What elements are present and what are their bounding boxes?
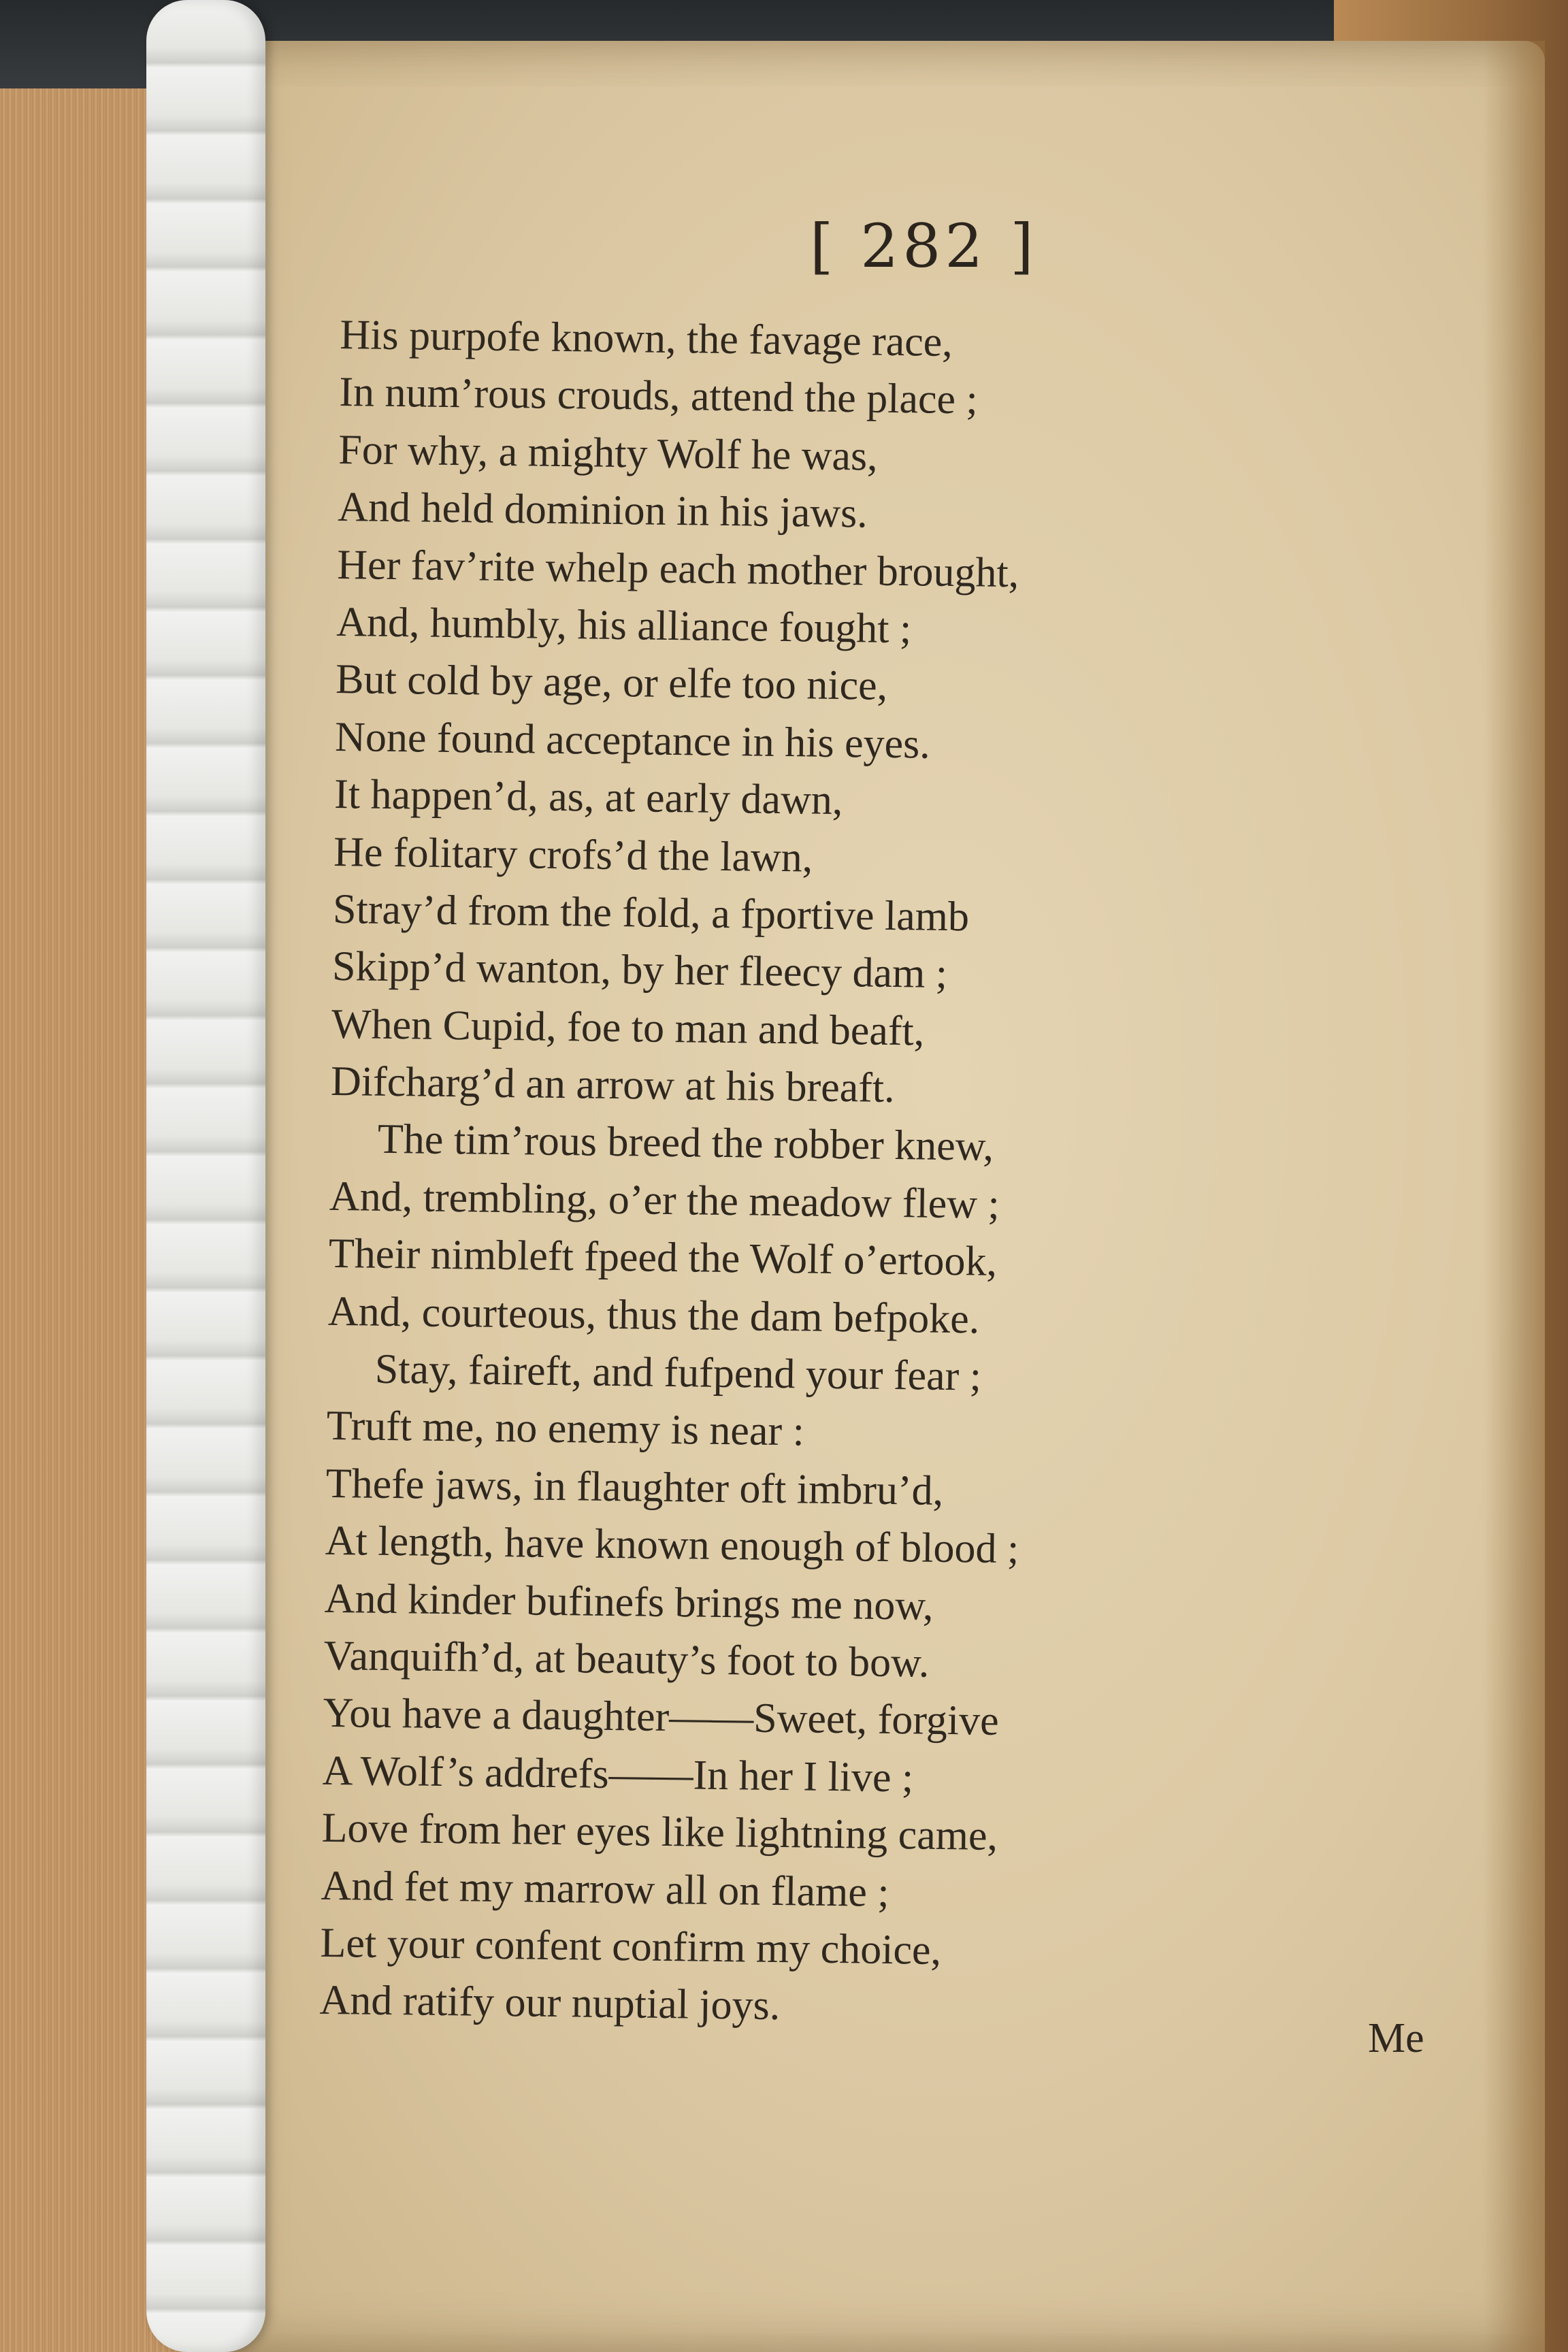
poem-line: None found acceptance in his eyes. xyxy=(334,713,931,768)
page-gutter-shadow xyxy=(1484,41,1545,2352)
poem-line: In num’rous crouds, attend the place ; xyxy=(339,369,979,423)
poem-line: And kinder bufinefs brings me now, xyxy=(324,1575,934,1629)
poem-line: At length, have known enough of blood ; xyxy=(325,1518,1019,1573)
poem-line: And, courteous, thus the dam befpoke. xyxy=(327,1288,980,1343)
poem-line: Stay, faireft, and fufpend your fear ; xyxy=(374,1345,982,1400)
poem-line: And, trembling, o’er the meadow flew ; xyxy=(329,1173,1000,1228)
poem-line: Her fav’rite whelp each mother brought, xyxy=(336,541,1019,596)
catchword: Me xyxy=(1368,2015,1424,2061)
page-number: [ 282 ] xyxy=(810,211,1038,281)
poem-line: Let your confent confirm my choice, xyxy=(320,1919,942,1974)
poem-line: He folitary crofs’d the lawn, xyxy=(333,828,813,881)
poem-line: His purpofe known, the favage race, xyxy=(340,311,953,365)
poem-line: Truft me, no enemy is near : xyxy=(326,1403,805,1455)
poem-line: And ratify our nuptial joys. xyxy=(319,1977,781,2029)
poem-line: Stray’d from the fold, a fportive lamb xyxy=(332,885,970,941)
poem-line: Love from her eyes like lightning came, xyxy=(321,1804,998,1860)
poem-line: For why, a mighty Wolf he was, xyxy=(338,426,879,480)
poem-line: And fet my marrow all on flame ; xyxy=(321,1862,890,1916)
poem-line: Difcharg’d an arrow at his breaft. xyxy=(330,1058,896,1112)
poem-text xyxy=(319,306,1211,2040)
poem-line: A Wolf’s addrefs——In her I live ; xyxy=(322,1747,914,1801)
poem-line: And held dominion in his jaws. xyxy=(337,484,868,537)
poem-line: You have a daughter——Sweet, forgive xyxy=(323,1690,1000,1745)
poem-line: Thefe jaws, in flaughter oft imbru’d, xyxy=(325,1460,944,1514)
poem-line: Their nimbleft fpeed the Wolf o’ertook, xyxy=(328,1230,998,1286)
poem-line: And, humbly, his alliance fought ; xyxy=(336,598,912,653)
poem-line: But cold by age, or elfe too nice, xyxy=(335,656,888,710)
poem-line: Skipp’d wanton, by her fleecy dam ; xyxy=(331,943,948,998)
poem-line: It happen’d, as, at early dawn, xyxy=(333,771,843,824)
poem-line: Vanquifh’d, at beauty’s foot to bow. xyxy=(323,1632,930,1686)
bookmark-ribbon xyxy=(146,0,265,2352)
poem-line: When Cupid, foe to man and beaft, xyxy=(331,1000,925,1055)
poem-line: The tim’rous breed the robber knew, xyxy=(377,1116,994,1171)
